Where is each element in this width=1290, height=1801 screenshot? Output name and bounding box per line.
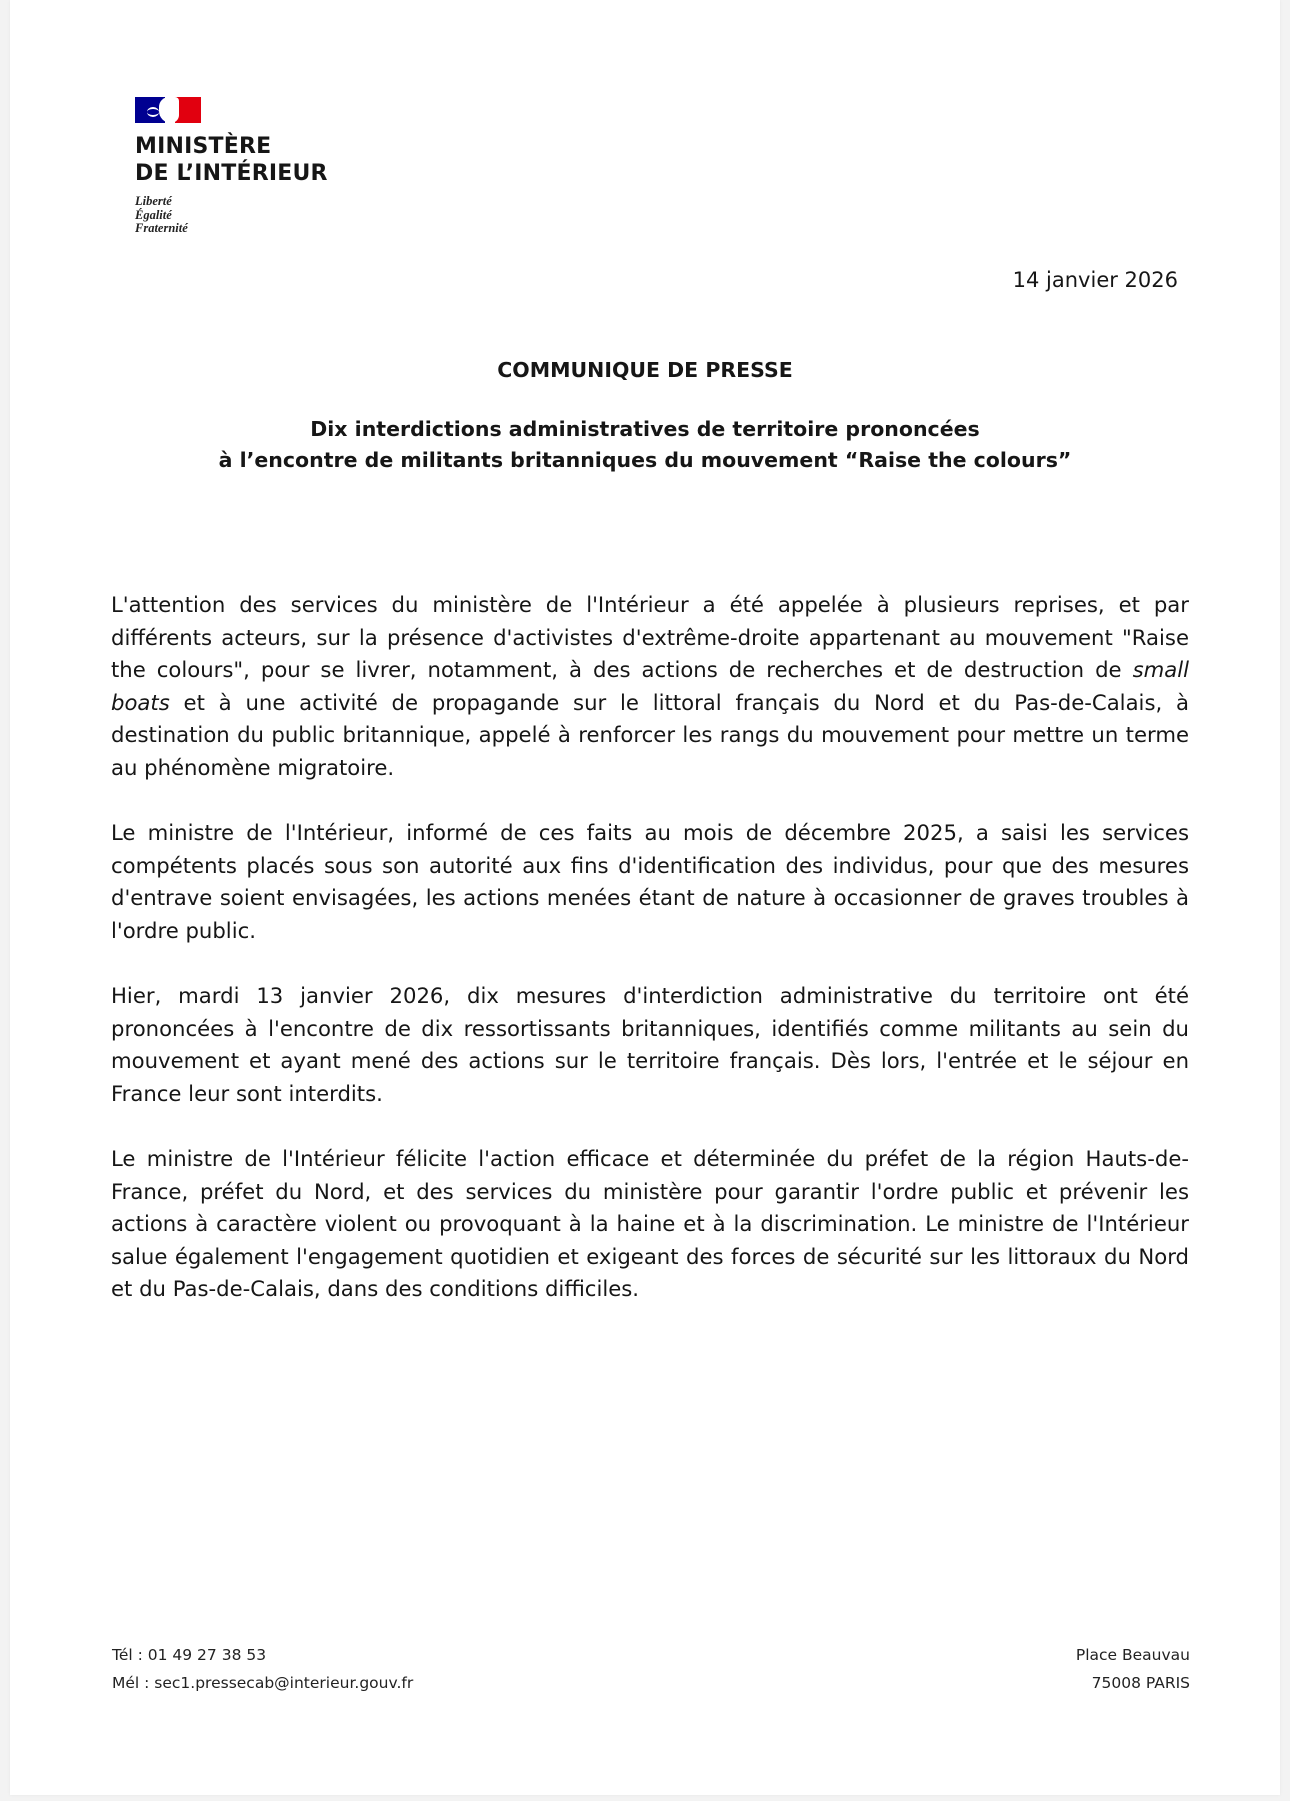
address-city: 75008 PARIS xyxy=(1091,1674,1190,1692)
motto-egalite: Égalité xyxy=(135,207,172,222)
republic-motto xyxy=(135,195,328,236)
ministry-line-2: DE L’INTÉRIEUR xyxy=(135,161,328,186)
paragraph-1: L'attention des services du ministère de l'Intérieur a été appelée à plusieurs reprises, et par différents acteurs, sur la présence d'activistes d'extrême-droite appartenant au mouvement "Raise the colours", pour se livrer, notamment, à des actions de recherches et de destruction de small boats et à une activité de propagande sur le littoral français du Nord et du Pas-de-Calais, à destination du public britannique, appelé à renforcer les rangs du mouvement pour mettre un terme au phénomène migratoire. xyxy=(111,592,1189,780)
subtitle-line-2: à l’encontre de militants britanniques du mouvement “Raise the colours” xyxy=(218,448,1072,472)
marianne-profile xyxy=(159,97,179,123)
ministry-logo xyxy=(135,97,328,236)
ministry-line-1: MINISTÈRE xyxy=(135,134,272,159)
press-release-page xyxy=(10,0,1280,1795)
footer-email: Mél : sec1.pressecab@interieur.gouv.fr xyxy=(112,1674,414,1692)
motto-liberte: Liberté xyxy=(135,194,172,208)
paragraph-4: Le ministre de l'Intérieur félicite l'action efficace et déterminée du préfet de la région Hauts-de-France, préfet du Nord, et des services du ministère pour garantir l'ordre public et prévenir les actions à caractère violent ou provoquant à la haine et à la discrimination. Le ministre de l'Intérieur salue également l'engagement quotidien et exigeant des forces de sécurité sur les littoraux du Nord et du Pas-de-Calais, dans des conditions difficiles. xyxy=(111,1146,1189,1302)
document-subtitle xyxy=(10,414,1280,476)
release-date: 14 janvier 2026 xyxy=(1012,268,1178,292)
footer-contact xyxy=(112,1641,413,1697)
footer-address xyxy=(1076,1641,1190,1697)
paragraph-2: Le ministre de l'Intérieur, informé de ces faits au mois de décembre 2025, a saisi les services compétents placés sous son autorité aux fins d'identification des individus, pour que des mesures d'entrave soient envisagées, les actions menées étant de nature à occasionner de graves troubles à l'ordre public. xyxy=(111,820,1189,943)
document-heading: COMMUNIQUE DE PRESSE xyxy=(497,358,793,382)
body-text xyxy=(111,589,1189,1339)
motto-fraternite: Fraternité xyxy=(135,221,188,235)
marianne-flag-icon xyxy=(135,97,201,123)
subtitle-line-1: Dix interdictions administratives de territoire prononcées xyxy=(310,417,980,441)
ministry-name xyxy=(135,133,328,187)
address-street: Place Beauvau xyxy=(1075,1646,1190,1664)
paragraph-3: Hier, mardi 13 janvier 2026, dix mesures d'interdiction administrative du territoire ont été prononcées à l'encontre de dix ressortissants britanniques, identifiés comme militants au sein du mouvement et ayant mené des actions sur le territoire français. Dès lors, l'entrée et le séjour en France leur sont interdits. xyxy=(111,983,1189,1106)
footer-phone: Tél : 01 49 27 38 53 xyxy=(112,1646,267,1664)
italic-term: small boats xyxy=(111,657,1189,715)
